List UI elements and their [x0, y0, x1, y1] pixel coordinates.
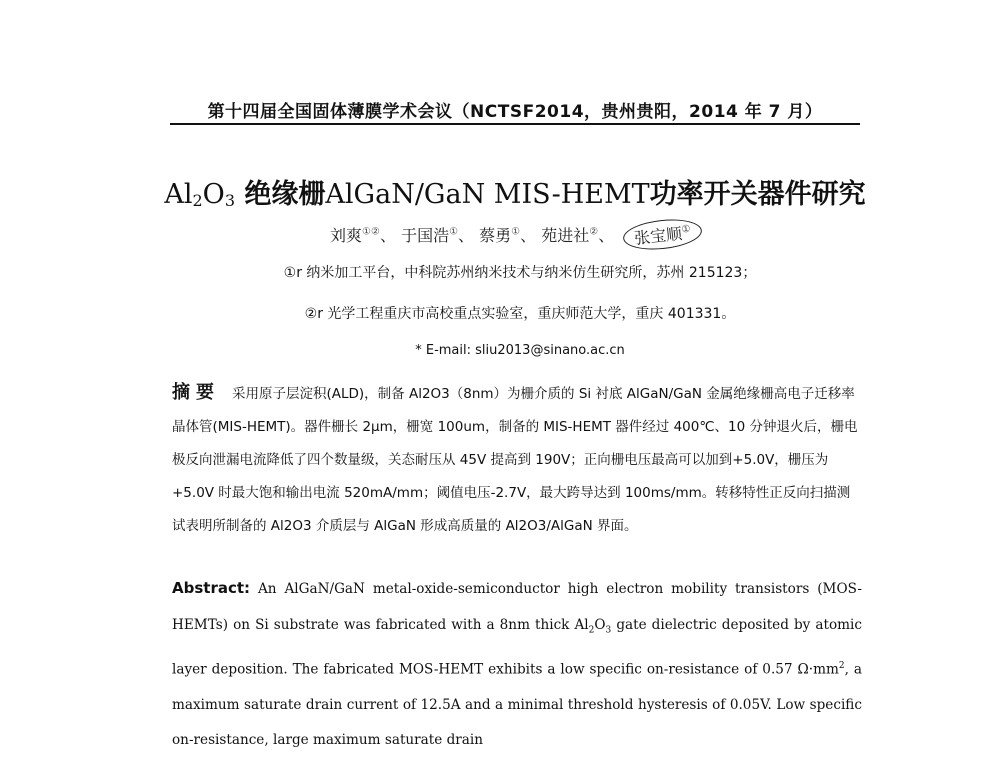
conference-header: 第十四届全国固体薄膜学术会议（NCTSF2014，贵州贵阳，2014 年 7 月） — [207, 102, 823, 122]
abstract-en-text: gate dielectric deposited by atomic layer deposition. The fabricated MOS-HEMT exhibits a low specific on-resistance of 0.57 Ω·mm — [172, 616, 862, 678]
abstract-en-sup: 2 — [838, 660, 845, 671]
author-separator: 、 — [598, 226, 615, 245]
author-name: 于国浩 — [401, 226, 450, 245]
abstract-chinese — [172, 376, 862, 543]
contact-email: * E-mail: sliu2013@sinano.ac.cn — [415, 343, 625, 358]
abstract-en-text: , a maximum saturate drain current of 12.5A and a minimal threshold hysteresis of 0.05V. Low specific on-resistance, large maximum saturate drain — [172, 661, 862, 749]
affiliation-1: ①r 纳米加工平台，中科院苏州纳米技术与纳米仿生研究所，苏州 215123； — [283, 265, 757, 281]
abstract-en-sub: 2 — [588, 625, 595, 636]
abstract-cn-label: 摘要 — [172, 382, 220, 403]
paper-title — [140, 172, 890, 211]
author-affiliation-mark: ① — [681, 223, 692, 236]
author-name: 刘爽 — [330, 226, 363, 245]
author-separator: 、 — [458, 226, 475, 245]
title-en-part: AlGaN/GaN MIS-HEMT — [325, 179, 650, 210]
abstract-en-sub: 3 — [605, 625, 612, 636]
corresponding-author-circle — [622, 216, 704, 253]
abstract-cn-text: 采用原子层淀积(ALD)，制备 Al2O3（8nm）为栅介质的 Si 衬底 AlGaN/GaN 金属绝缘栅高电子迁移率晶体管(MIS-HEMT)。器件栅长 2μm，栅宽 100um，制备的 MIS-HEMT 器件经过 400℃、10 分钟退火后，栅电极反向泄漏电流降低了四个数量级，关态耐压从 45V 提高到 190V；正向栅电压最高可以加到+5.0V，栅压为+5.0V 时最大饱和输出电流 520mA/mm；阈值电压-2.7V，最大跨导达到 100ms/mm。转移特性正反向扫描测试表明所制备的 Al2O3 介质层与 AlGaN 形成高质量的 Al2O3/AlGaN 界面。 — [172, 386, 858, 534]
author-separator: 、 — [379, 226, 396, 245]
author-affiliation-mark: ① — [449, 226, 459, 238]
author-name: 苑进社 — [541, 226, 590, 245]
author-affiliation-mark: ① — [511, 226, 521, 238]
abstract-english — [172, 571, 862, 759]
title-cn-part-2: 功率开关器件研究 — [649, 179, 866, 210]
title-formula-sub-2: 2 — [192, 191, 203, 210]
abstract-en-text: O — [594, 616, 606, 633]
author-name: 张宝顺 — [633, 224, 684, 248]
abstract-en-text: An AlGaN/GaN metal-oxide-semiconductor high electron mobility transistors (MOS-HEMTs) on Si substrate was fabricated with a 8nm thick Al — [172, 581, 862, 633]
author-affiliation-mark: ② — [589, 226, 599, 238]
abstract-en-label: Abstract: — [172, 579, 251, 597]
header-rule — [170, 123, 860, 125]
affiliation-2: ②r 光学工程重庆市高校重点实验室，重庆师范大学，重庆 401331。 — [304, 306, 736, 322]
author-name: 蔡勇 — [479, 226, 512, 245]
title-cn-part-1: 绝缘栅 — [235, 179, 326, 210]
title-formula-sub-3: 3 — [224, 191, 235, 210]
author-separator: 、 — [520, 226, 537, 245]
title-formula-al: Al — [164, 179, 193, 210]
author-affiliation-mark: ①② — [362, 226, 380, 238]
title-formula-o: O — [202, 179, 225, 210]
author-list — [330, 220, 750, 249]
